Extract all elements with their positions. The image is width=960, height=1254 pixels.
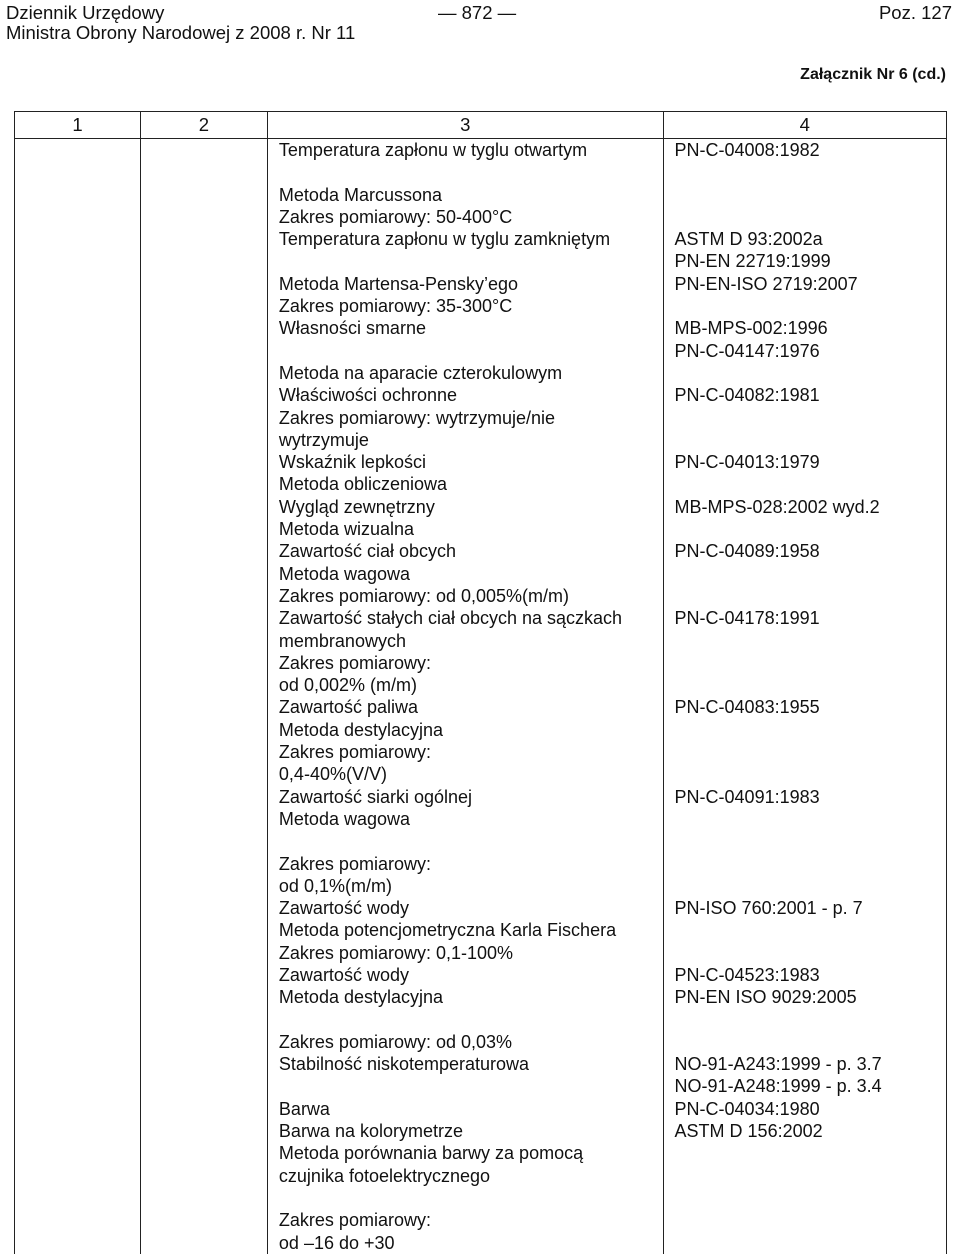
description-line: membranowych [278, 630, 406, 651]
description-line [268, 1075, 663, 1097]
description-line: Zakres pomiarowy: 35-300°C [278, 296, 513, 317]
column-header: 2 [140, 112, 267, 139]
standard-line [664, 295, 946, 317]
table-header-row [15, 112, 947, 139]
standard-line [664, 161, 946, 183]
description-line: Metoda porównania barwy za pomocą [278, 1143, 584, 1164]
standard-line: PN-C-04013:1979 [674, 452, 820, 473]
description-line: Zakres pomiarowy: wytrzymuje/nie [278, 407, 555, 428]
description-line: Metoda Marcussona [278, 184, 443, 205]
standard-line: PN-EN-ISO 2719:2007 [674, 273, 858, 294]
standard-line [664, 942, 946, 964]
position-label: Poz. 127 [878, 2, 952, 23]
description-line: Zawartość ciał obcych [278, 541, 456, 562]
description-line: Metoda potencjometryczna Karla Fischera [278, 920, 617, 941]
description-line: Zakres pomiarowy: 50-400°C [278, 206, 513, 227]
standard-line [664, 808, 946, 830]
description-line: Zakres pomiarowy: 0,1-100% [278, 942, 514, 963]
standard-line: PN-EN 22719:1999 [674, 251, 831, 272]
standard-line [664, 630, 946, 652]
table-row [15, 139, 947, 1254]
description-line: Wygląd zewnętrzny [278, 496, 435, 517]
standard-line: PN-C-04082:1981 [674, 385, 820, 406]
description-line: Temperatura zapłonu w tyglu zamkniętym [278, 229, 611, 250]
description-line: Metoda destylacyjna [278, 987, 444, 1008]
method-description-cell [267, 139, 663, 1254]
description-line: od –16 do +30 [278, 1232, 395, 1253]
standard-line [664, 1142, 946, 1164]
page-number: — 872 — [438, 2, 517, 23]
description-line: Metoda wizualna [278, 519, 415, 540]
standard-line [664, 741, 946, 763]
standard-line: PN-EN ISO 9029:2005 [674, 987, 857, 1008]
standard-line [664, 563, 946, 585]
standard-line [664, 473, 946, 495]
description-line: Zakres pomiarowy: [278, 1210, 431, 1231]
description-line: Barwa na kolorymetrze [278, 1121, 463, 1142]
standard-line: PN-C-04523:1983 [674, 964, 820, 985]
standard-line [664, 407, 946, 429]
standard-line [664, 362, 946, 384]
standard-line [664, 206, 946, 228]
standard-line [664, 1209, 946, 1231]
description-line [268, 1187, 663, 1209]
standard-line: PN-ISO 760:2001 - p. 7 [674, 898, 863, 919]
description-line: Stabilność niskotemperaturowa [278, 1054, 530, 1075]
standard-line [664, 919, 946, 941]
description-line: Zawartość siarki ogólnej [278, 786, 472, 807]
standard-line [664, 518, 946, 540]
standard-line [664, 184, 946, 206]
standard-line: PN-C-04147:1976 [674, 340, 820, 361]
standard-line: PN-C-04091:1983 [674, 786, 820, 807]
standard-line: PN-C-04034:1980 [674, 1098, 820, 1119]
table-cell [15, 139, 141, 1254]
description-line [268, 340, 663, 362]
column-header: 3 [267, 112, 663, 139]
standard-line: ASTM D 156:2002 [674, 1121, 823, 1142]
description-line: Metoda destylacyjna [278, 719, 444, 740]
description-line: Metoda obliczeniowa [278, 474, 448, 495]
standard-line [664, 1031, 946, 1053]
standard-line [664, 719, 946, 741]
description-line: Wskaźnik lepkości [278, 452, 426, 473]
description-line: Zawartość stałych ciał obcych na sączkach [278, 608, 623, 629]
standard-line [664, 674, 946, 696]
standard-line: PN-C-04008:1982 [674, 140, 820, 160]
description-line: Zakres pomiarowy: [278, 652, 431, 673]
description-line: Barwa [278, 1098, 330, 1119]
standard-line: NO-91-A248:1999 - p. 3.4 [674, 1076, 882, 1097]
standard-line [664, 1165, 946, 1187]
description-line: wytrzymuje [278, 429, 369, 450]
description-line: Zakres pomiarowy: od 0,03% [278, 1031, 513, 1052]
description-line: Zawartość wody [278, 898, 409, 919]
standard-reference-cell [663, 139, 946, 1254]
description-line: Zawartość paliwa [278, 697, 418, 718]
standard-line [664, 652, 946, 674]
standard-line [664, 830, 946, 852]
description-line: Metoda na aparacie czterokulowym [278, 362, 563, 383]
description-line: Własności smarne [278, 318, 426, 339]
description-line: Zakres pomiarowy: [278, 853, 431, 874]
standard-line [664, 875, 946, 897]
standard-line [664, 1232, 946, 1254]
annex-label: Załącznik Nr 6 (cd.) [800, 66, 946, 83]
standard-line: NO-91-A243:1999 - p. 3.7 [674, 1054, 882, 1075]
standard-line [664, 585, 946, 607]
description-line: czujnika fotoelektrycznego [278, 1165, 491, 1186]
description-line: Temperatura zapłonu w tyglu otwartym [278, 140, 588, 160]
standard-line: PN-C-04083:1955 [674, 697, 820, 718]
description-line: Zakres pomiarowy: od 0,005%(m/m) [278, 585, 570, 606]
description-line: od 0,002% (m/m) [278, 675, 417, 696]
description-line [268, 161, 663, 183]
description-line: Metoda wagowa [278, 808, 411, 829]
description-line: Metoda Martensa-Pensky’ego [278, 273, 519, 294]
standard-line: PN-C-04178:1991 [674, 608, 820, 629]
standard-line: MB-MPS-028:2002 wyd.2 [674, 496, 880, 517]
journal-title: Dziennik Urzędowy [6, 2, 165, 23]
standard-line: PN-C-04089:1958 [674, 541, 820, 562]
description-line: Zakres pomiarowy: [278, 742, 431, 763]
column-header: 4 [663, 112, 946, 139]
standard-line [664, 1009, 946, 1031]
description-line: Właściwości ochronne [278, 385, 457, 406]
description-line: 0,4-40%(V/V) [278, 764, 387, 785]
description-line [268, 1009, 663, 1031]
description-line: od 0,1%(m/m) [278, 875, 392, 896]
standard-line: MB-MPS-002:1996 [674, 318, 828, 339]
table-cell [140, 139, 267, 1254]
description-line: Metoda wagowa [278, 563, 411, 584]
standard-line [664, 1187, 946, 1209]
ministry-subtitle: Ministra Obrony Narodowej z 2008 r. Nr 11 [6, 22, 356, 43]
description-line [268, 830, 663, 852]
standard-line [664, 429, 946, 451]
column-header: 1 [15, 112, 141, 139]
description-line: Zawartość wody [278, 964, 409, 985]
standard-line [664, 763, 946, 785]
standard-line [664, 853, 946, 875]
data-table [14, 111, 947, 1254]
description-line [268, 250, 663, 272]
standard-line: ASTM D 93:2002a [674, 229, 823, 250]
